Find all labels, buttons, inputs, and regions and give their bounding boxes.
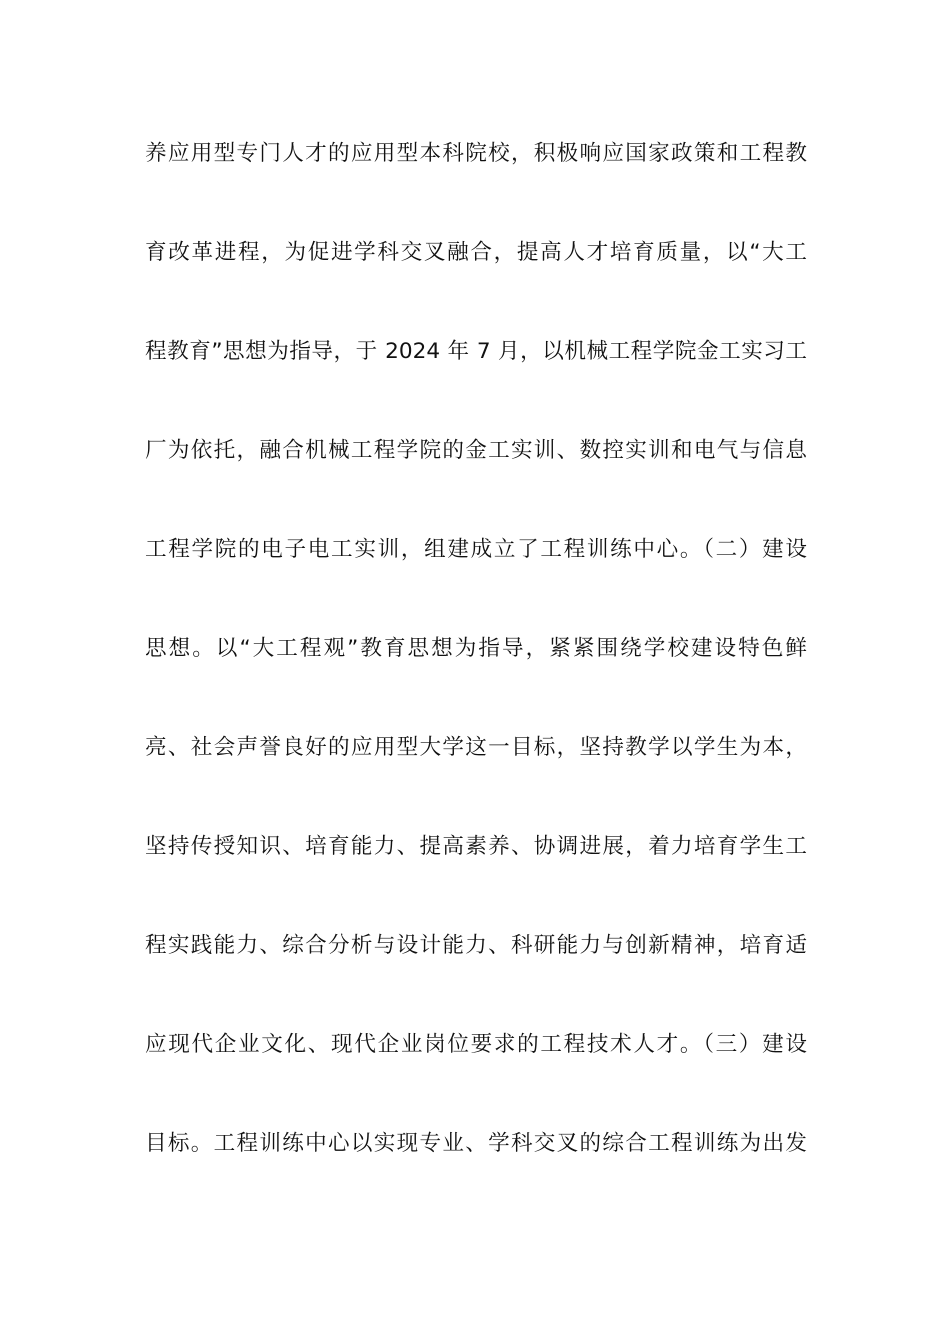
text-line: 程教育”思想为指导，于 2024 年 7 月，以机械工程学院金工实习工 [145, 339, 807, 364]
text-line: 思想。以“大工程观”教育思想为指导，紧紧围绕学校建设特色鲜 [145, 636, 807, 661]
text-line: 育改革进程，为促进学科交叉融合，提高人才培育质量，以“大工 [145, 240, 807, 265]
text-line: 目标。工程训练中心以实现专业、学科交叉的综合工程训练为出发 [145, 1131, 807, 1156]
text-line: 程实践能力、综合分析与设计能力、科研能力与创新精神，培育适 [145, 933, 807, 958]
text-line: 厂为依托，融合机械工程学院的金工实训、数控实训和电气与信息 [145, 438, 807, 463]
text-line: 亮、社会声誉良好的应用型大学这一目标，坚持教学以学生为本， [145, 735, 807, 760]
text-line: 养应用型专门人才的应用型本科院校，积极响应国家政策和工程教 [145, 141, 807, 166]
text-line: 工程学院的电子电工实训，组建成立了工程训练中心。（二）建设 [145, 537, 807, 562]
text-line: 坚持传授知识、培育能力、提高素养、协调进展，着力培育学生工 [145, 834, 807, 859]
body-text [145, 133, 807, 1222]
text-line: 应现代企业文化、现代企业岗位要求的工程技术人才。（三）建设 [145, 1032, 807, 1057]
